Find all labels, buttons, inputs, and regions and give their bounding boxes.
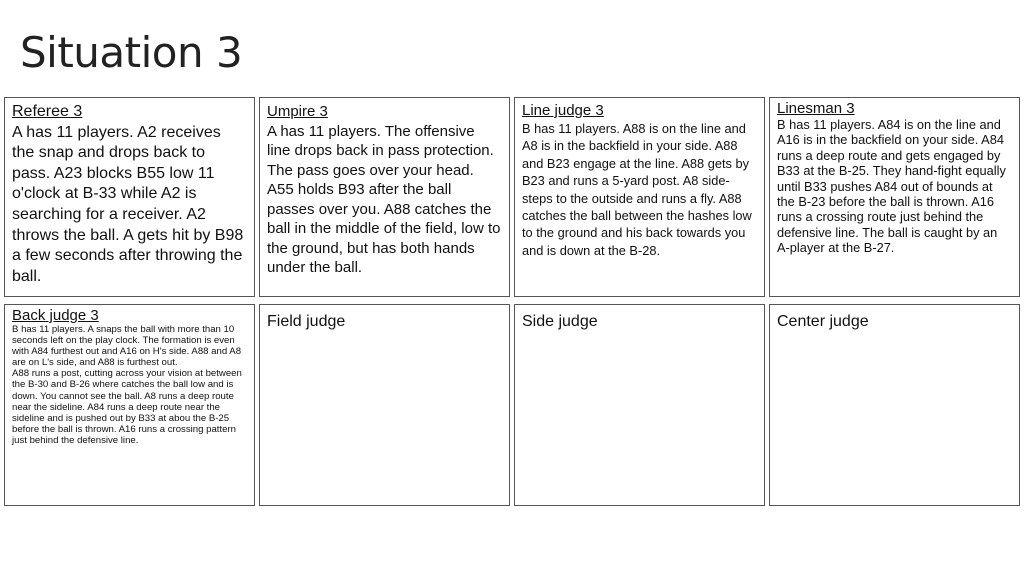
linesman-box xyxy=(769,97,1020,297)
line-judge-text: B has 11 players. A88 is on the line and A8 is in the backfield in your side. A88 and B23 engage at the line. A88 gets by B23 and runs a 5-yard post. A8 side-steps to the outside and runs a fly. A88 catches the ball between the hashes low to the ground and his back towards you and is down at the B-28. xyxy=(522,121,752,258)
line-judge-heading: Line judge 3 xyxy=(522,102,604,119)
linesman-heading: Linesman 3 xyxy=(777,100,855,117)
back-judge-text: B has 11 players. A snaps the ball with more than 10 seconds left on the play clock. The formation is even with A84 furthest out and A16 on H's side. A88 and A8 are on L's side, and A88 is furthest out. A88 runs a post, cutting across your vision at between the B-30 and B-26 where catches the ball low and is down. You cannot see the ball. A8 runs a deep route near the sideline. A84 runs a deep route near the sideline and is pushed out by B33 at abou the B-25 before the ball is thrown. A16 runs a crossing pattern just behind the defensive line. xyxy=(12,324,242,446)
umpire-heading: Umpire 3 xyxy=(267,103,328,120)
umpire-box xyxy=(259,97,510,297)
side-judge-heading: Side judge xyxy=(522,313,598,330)
field-judge-box xyxy=(259,304,510,506)
back-judge-heading: Back judge 3 xyxy=(12,307,99,324)
referee-heading: Referee 3 xyxy=(12,103,83,120)
linesman-text: B has 11 players. A84 is on the line and A16 is in the backfield on your side. A84 runs a deep route and gets engaged by B33 at the B-25. They hand-fight equally until B33 pushes A84 out of bounds at the B-23 before the ball is thrown. A16 runs a crossing route just behind the defensive line. The ball is caught by an A-player at the B-27. xyxy=(777,117,1006,256)
center-judge-box xyxy=(769,304,1020,506)
back-judge-box xyxy=(4,304,255,506)
line-judge-box xyxy=(514,97,765,297)
field-judge-heading: Field judge xyxy=(267,313,346,330)
slide-title: Situation 3 xyxy=(20,28,243,77)
center-judge-heading: Center judge xyxy=(777,313,869,330)
referee-text: A has 11 players. A2 receives the snap and drops back to pass. A23 blocks B55 low 11 o'clock at B-33 while A2 is searching for a receiver. A2 throws the ball. A gets hit by B98 a few seconds after throwing the ball. xyxy=(12,123,244,285)
referee-box xyxy=(4,97,255,297)
side-judge-box xyxy=(514,304,765,506)
umpire-text: A has 11 players. The offensive line drops back in pass protection. The pass goes over your head. A55 holds B93 after the ball passes over you. A88 catches the ball in the middle of the field, low to the ground, but has both hands under the ball. xyxy=(267,122,501,276)
